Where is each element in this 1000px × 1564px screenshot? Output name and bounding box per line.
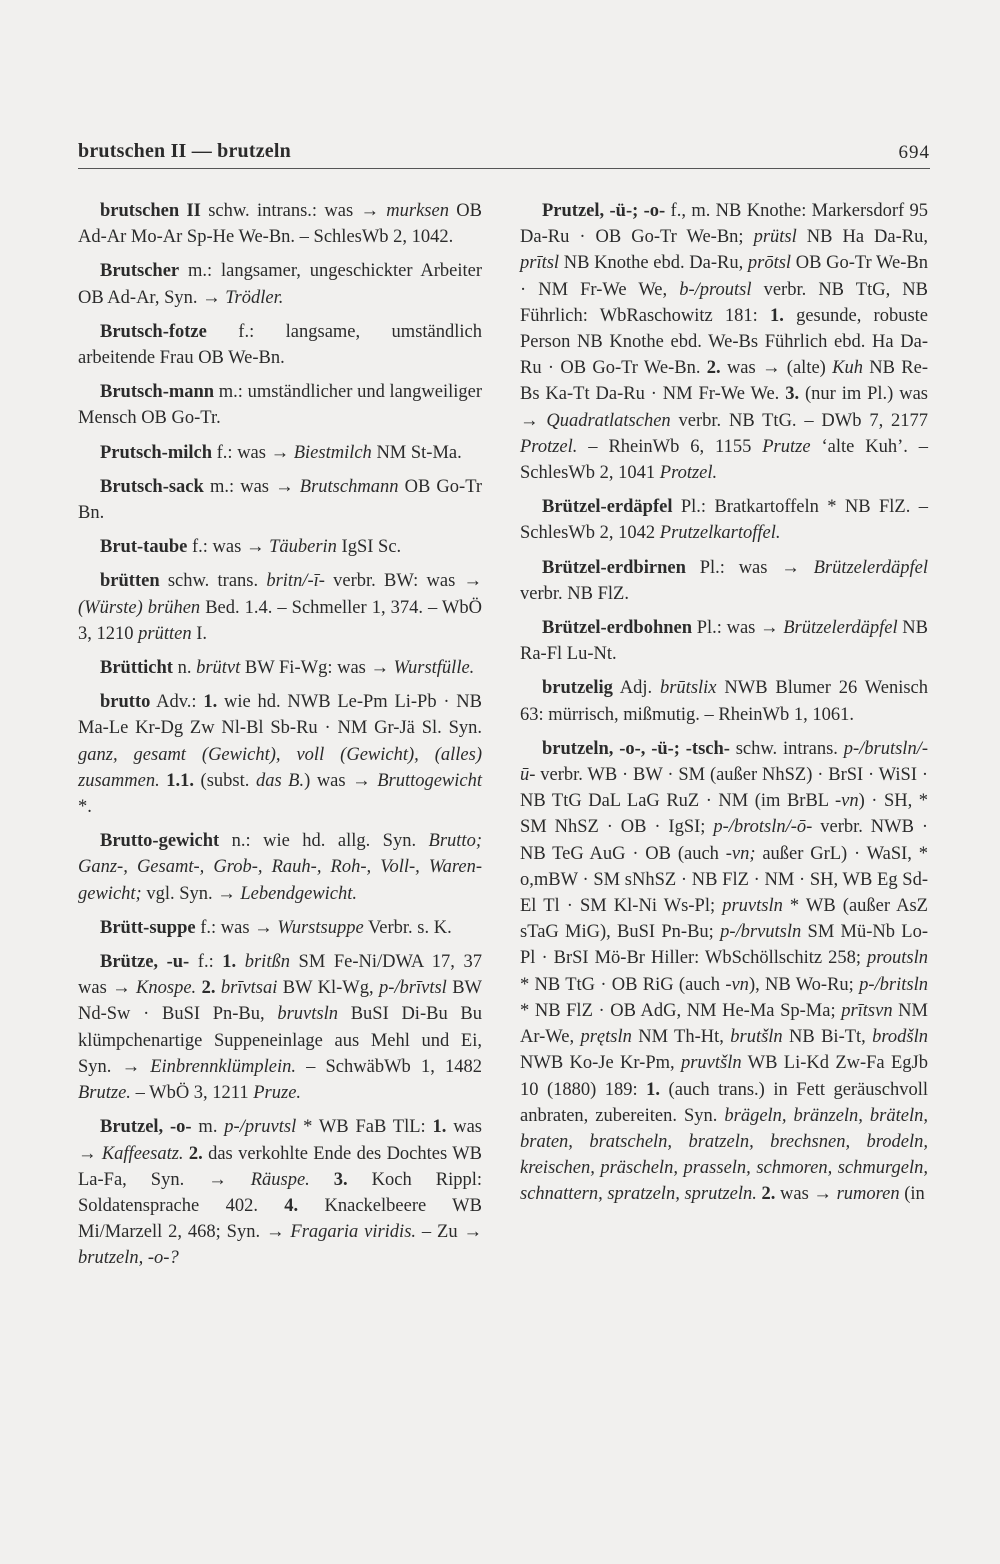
running-head-title: brutschen II — brutzeln [78,140,291,162]
entry-italic-text: Brutto; Ganz-, Gesamt-, Grob-, Rauh-, Roh-, Voll-, Waren-gewicht; [78,831,482,904]
entry-italic-text: prītsl [520,253,560,274]
entry-headword: Prutsch-milch [100,442,213,463]
entry-italic-text: Kuh [832,358,863,379]
entry-text: n.: wie hd. allg. Syn. [219,831,429,852]
entry-text: ‘alte Kuh’. – SchlesWb 2, 1041 [520,436,929,484]
dictionary-entry [520,555,928,607]
entry-text: vgl. Syn. → [141,883,241,904]
entry-italic-text: -vn [834,791,859,812]
dictionary-entry [78,440,482,466]
entry-italic-text: p-/brīvtsl [378,978,447,999]
entry-text: f.: was → [212,442,294,463]
entry-text: NM St-Ma. [371,442,462,463]
entry-text: NWB Ko-Je Kr-Pm, [520,1053,681,1074]
entry-text: schw. trans. [159,571,267,592]
dictionary-entry [78,655,482,681]
entry-headword: brutzelig [542,678,613,699]
entry-headword: Brutscher [100,261,180,282]
dictionary-entry [78,915,482,941]
entry-text: NB Ra-Fl Lu-Nt. [520,618,928,665]
entry-text: ) was → [304,770,378,791]
entry-text: n. [172,658,197,679]
entry-text: NB Knothe ebd. Da-Ru, [559,253,748,274]
entry-italic-text: prütsl [753,227,797,248]
right-column [520,198,928,1216]
entry-italic-text: Prutzelkartoffel. [659,523,781,544]
sense-number: 4. [284,1195,299,1216]
entry-headword: brutzeln, -o-, -ü-; -tsch- [542,738,730,759]
entry-italic-text: b-/proutsl [679,279,752,300]
entry-italic-text: pruvtsln [722,896,783,917]
entry-italic-text: bruvtsln [277,1004,338,1025]
sense-number: 3. [785,384,800,405]
sense-number: 2. [706,358,721,379]
entry-text: wie hd. NWB Le-Pm Li-Pb · NB Ma-Le Kr-Dg Zw Nl-Bl Sb-Ru · NM Gr-Jä Sl. Syn. [78,692,482,739]
entry-text: m.: was → [203,476,300,497]
entry-italic-text: -vn; [725,843,756,864]
entry-italic-text: brutšln [730,1027,783,1048]
entry-headword: Brutsch-fotze [100,321,207,342]
entry-text: m.: umständlicher und langweiliger Mensch OB Go-Tr. [78,382,482,429]
entry-headword: Brützel-erdäpfel [542,497,673,518]
entry-text [236,952,245,972]
entry-text: * NB TtG · OB RiG (auch [520,974,726,995]
entry-text: f.: was → [187,537,270,558]
entry-text: verbr. WB · BW · SM (außer NhSZ) · BrSI · WiSI · NB TtG DaL LaG RuZ · NM (im BrBL [520,765,928,812]
entry-text: Pl.: was → [685,557,814,578]
running-head [78,140,930,169]
entry-text: * NB FlZ · OB AdG, NM He-Ma Sp-Ma; [520,1000,842,1021]
entry-text: BW Fi-Wg: was → [240,658,394,679]
entry-italic-text: Brutschmann [299,476,399,497]
entry-text: das verkohlte Ende des Dochtes WB La-Fa, Syn. → [78,1143,482,1190]
entry-italic-text: (Würste) brühen [78,597,201,618]
sense-number: 2. [188,1143,203,1164]
entry-text: IgSI Sc. [336,537,402,558]
entry-text: (in [899,1184,925,1205]
sense-number: 2. [761,1184,776,1205]
entry-text: verbr. NB FlZ. [520,583,629,604]
entry-text: schw. intrans. [729,738,844,759]
dictionary-entry [78,689,482,820]
entry-italic-text: Biestmilch [293,442,372,463]
entry-headword: brutschen II [100,201,201,221]
entry-headword: Brutsch-sack [100,476,204,497]
entry-italic-text: Einbrennklümplein. [150,1056,296,1077]
entry-headword: brütten [100,571,160,592]
entry-headword: Brutzel, -o- [100,1117,192,1138]
page-number: 694 [898,142,930,163]
entry-italic-text: Lebendgewicht. [240,883,358,904]
dictionary-entry [520,198,928,486]
entry-headword: Brütt-suppe [100,917,196,938]
entry-text: SM Mü-Nb Lo-Pl · BrSI Mö-Br Hiller: WbSchöllschitz 258; [520,922,928,969]
entry-italic-text: Knospe. [136,978,197,999]
entry-text: NB Bi-Tt, [782,1027,873,1048]
entry-text: gesunde, robuste Person NB Knothe ebd. We-Bs Führlich ebd. Ha Da-Ru · OB Go-Tr We-Bn. [520,305,928,379]
dictionary-entry [520,675,928,727]
entry-text: I. [191,623,207,644]
entry-text: verbr. NWB · NB TeG AuG · OB (auch [520,817,928,864]
entry-italic-text: brīvtsai [220,978,278,999]
dictionary-entry [520,736,928,1208]
entry-text: OB Go-Tr We-Bn · NM Fr-We We, [520,253,928,300]
entry-italic-text: p-/brvutsln [720,922,802,943]
entry-text: (nur im Pl.) was → [520,384,928,431]
entry-italic-text: brodšln [872,1027,929,1048]
entry-text: – SchwäbWb 1, 1482 [295,1056,482,1077]
sense-number: 1. [222,952,237,973]
entry-italic-text: britßn [244,952,290,973]
entry-headword: Brutto-gewicht [100,831,220,852]
entry-italic-text: Prutze [762,436,811,457]
entry-text: was → (alte) [720,358,833,379]
entry-text: f.: langsame, umständlich arbeitende Frau OB We-Bn. [78,321,482,369]
entry-italic-text: Kaffeesatz. [101,1143,184,1164]
dictionary-entry [78,949,482,1106]
dictionary-entry [78,474,482,526]
entry-text: * WB FaB TlL: [296,1117,433,1138]
entry-italic-text: ganz, gesamt (Gewicht), voll (Gewicht), (alles) zusammen. [78,744,482,791]
entry-text: Adj. [612,678,660,699]
sense-number: 1. [432,1117,447,1138]
entry-italic-text: Pruze. [253,1083,302,1104]
entry-headword: Brütze, -u- [100,952,190,973]
entry-text: SM Fe-Ni/DWA 17, 37 was → [78,952,482,999]
entry-text: verbr. NB TtG. – DWb 7, 2177 [670,410,929,431]
entry-text: außer GrL) · WaSI, * o,mBW · SM sNhSZ · NB FlZ · NM · SH, WB Eg Sd-El Tl · SM Kl-Ni Ws-Pl; [520,843,928,917]
entry-headword: brutto [100,692,151,713]
entry-text: verbr. NB TtG, NB Führlich: WbRaschowitz 181: [520,279,928,326]
entry-text: (auch trans.) in Fett geräuschvoll anbraten, zubereiten. Syn. [520,1079,928,1126]
entry-text: Pl.: was → [692,618,784,639]
entry-text: f., m. NB Knothe: Markersdorf 95 Da-Ru · OB Go-Tr We-Bn; [520,201,928,248]
sense-number: 1. [646,1079,661,1100]
sense-number: 1. [203,692,218,713]
entry-italic-text: Protzel. [659,463,718,484]
entry-text: ) · SH, * SM NhSZ · OB · IgSI; [520,791,928,838]
entry-headword: Brut-taube [100,537,188,558]
entry-text: verbr. BW: was → [324,571,483,592]
dictionary-entry [78,319,482,371]
entry-text: WB Li-Kd Zw-Fa EgJb 10 (1880) 189: [520,1053,928,1100]
entry-headword: Brütticht [100,658,173,679]
entry-italic-text: proutsln [867,948,928,969]
entry-italic-text: Protzel. [520,436,578,457]
entry-text: NB Ha Da-Ru, [796,227,928,248]
entry-text: * WB (außer AsZ sTaG MiG), BuSI Pn-Bu; [520,896,928,943]
entry-italic-text: brūtslix [659,678,717,699]
entry-italic-text: pruvtšln [680,1053,742,1074]
entry-text: (subst. [194,770,256,791]
entry-italic-text: -vn [725,974,749,995]
entry-italic-text: Wurstfülle. [393,658,475,679]
entry-italic-text: Brützelerdäpfel [813,557,928,578]
entry-italic-text: p-/pruvtsl [224,1117,297,1138]
entry-text [310,1170,334,1190]
entry-text: – Zu → [416,1222,482,1243]
dictionary-entry [78,1114,482,1271]
dictionary-entry [520,615,928,667]
dictionary-entry [78,534,482,560]
entry-text: Koch Rippl: Soldatensprache 402. [78,1169,482,1216]
entry-italic-text: Brützelerdäpfel [783,618,898,639]
entry-text: – WbÖ 3, 1211 [130,1083,254,1104]
entry-italic-text: brütvt [196,658,241,679]
entry-italic-text: Wurstsuppe [277,917,364,938]
entry-text: NM Ar-We, [520,1000,928,1048]
entry-italic-text: Fragaria viridis. [290,1222,417,1243]
entry-text: Knackelbeere WB Mi/Marzell 2, 468; Syn. → [78,1195,482,1243]
entry-text: was → [78,1117,482,1164]
entry-text: schw. intrans.: was → [200,201,387,221]
entry-text: OB Ad-Ar Mo-Ar Sp-He We-Bn. – SchlesWb 2, 1042. [78,201,482,248]
entry-text: BuSI Di-Bu Bu klümpchenartige Suppeneinlage aus Mehl und Ei, Syn. → [78,1004,482,1077]
entry-text: Adv.: [150,692,204,713]
entry-italic-text: murksen [386,201,449,221]
entry-text: was → [775,1184,837,1205]
entry-italic-text: prōtsl [747,253,792,274]
dictionary-entry [520,494,928,546]
entry-text: – RheinWb 6, 1155 [577,436,763,457]
entry-text: NB Re-Bs Ka-Tt Da-Ru · NM Fr-We We. [520,358,928,405]
entry-italic-text: prętsln [580,1027,632,1048]
entry-text: m.: langsamer, ungeschickter Arbeiter OB Ad-Ar, Syn. → [78,261,482,308]
sense-number: 1. [770,305,784,326]
entry-text: *. [78,797,92,818]
entry-italic-text: prütten [138,623,192,644]
dictionary-entry [78,379,482,431]
entry-italic-text: Räuspe. [250,1169,310,1190]
entry-headword: Brutsch-mann [100,382,215,403]
entry-italic-text: p-/britsln [859,974,928,995]
entry-italic-text: Täuberin [269,537,337,558]
entry-italic-text: p-/brotsln/-ō- [713,817,813,838]
entry-italic-text: Bruttogewicht [377,770,483,791]
entry-italic-text: Trödler. [225,287,284,308]
entry-text: Verbr. s. K. [363,917,452,938]
entry-italic-text: brutzeln, -o-? [78,1248,179,1269]
sense-number: 3. [333,1169,348,1190]
entry-text: ), NB Wo-Ru; [748,974,860,995]
entry-text: Pl.: Bratkartoffeln * NB FlZ. – SchlesWb 2, 1042 [520,497,928,544]
entry-italic-text: Brutze. [78,1083,131,1104]
entry-text: f.: [189,952,223,973]
entry-text: NM Th-Ht, [631,1027,731,1048]
entry-italic-text: brägeln, bränzeln, bräteln, braten, bratscheln, bratzeln, brechsnen, brodeln, kreischen, präscheln, prasseln, schmoren, schmurgeln, schnattern, spratzeln, sprutzeln. [520,1105,928,1205]
entry-italic-text: Quadratlatschen [546,410,671,431]
dictionary-entry [78,568,482,647]
dictionary-entry [78,258,482,310]
entry-text: f.: was → [195,917,278,938]
entry-headword: Brützel-erdbirnen [542,557,686,578]
entry-italic-text: rumoren [836,1184,900,1205]
entry-headword: Brützel-erdbohnen [542,618,693,639]
entry-text: OB Go-Tr Bn. [78,476,482,524]
sense-number: 2. [201,978,216,999]
dictionary-entry [78,828,482,907]
entry-headword: Prutzel, -ü-; -o- [542,201,666,221]
left-column [78,198,482,1280]
entry-italic-text: das B. [255,770,305,791]
sense-number: 1.1. [166,770,195,791]
entry-text: BW Nd-Sw · BuSI Pn-Bu, [78,978,483,1025]
entry-text: NWB Blumer 26 Wenisch 63: mürrisch, mißmutig. – RheinWb 1, 1061. [520,678,929,725]
entry-text: BW Kl-Wg, [277,978,379,999]
entry-italic-text: p-/brutsln/-ū- [520,738,928,786]
entry-italic-text: prītsvn [841,1000,893,1021]
dictionary-entry [78,198,482,250]
entry-italic-text: britn/-ī- [266,571,325,592]
entry-text: Bed. 1.4. – Schmeller 1, 374. – WbÖ 3, 1210 [78,597,482,644]
entry-text: m. [191,1117,225,1138]
